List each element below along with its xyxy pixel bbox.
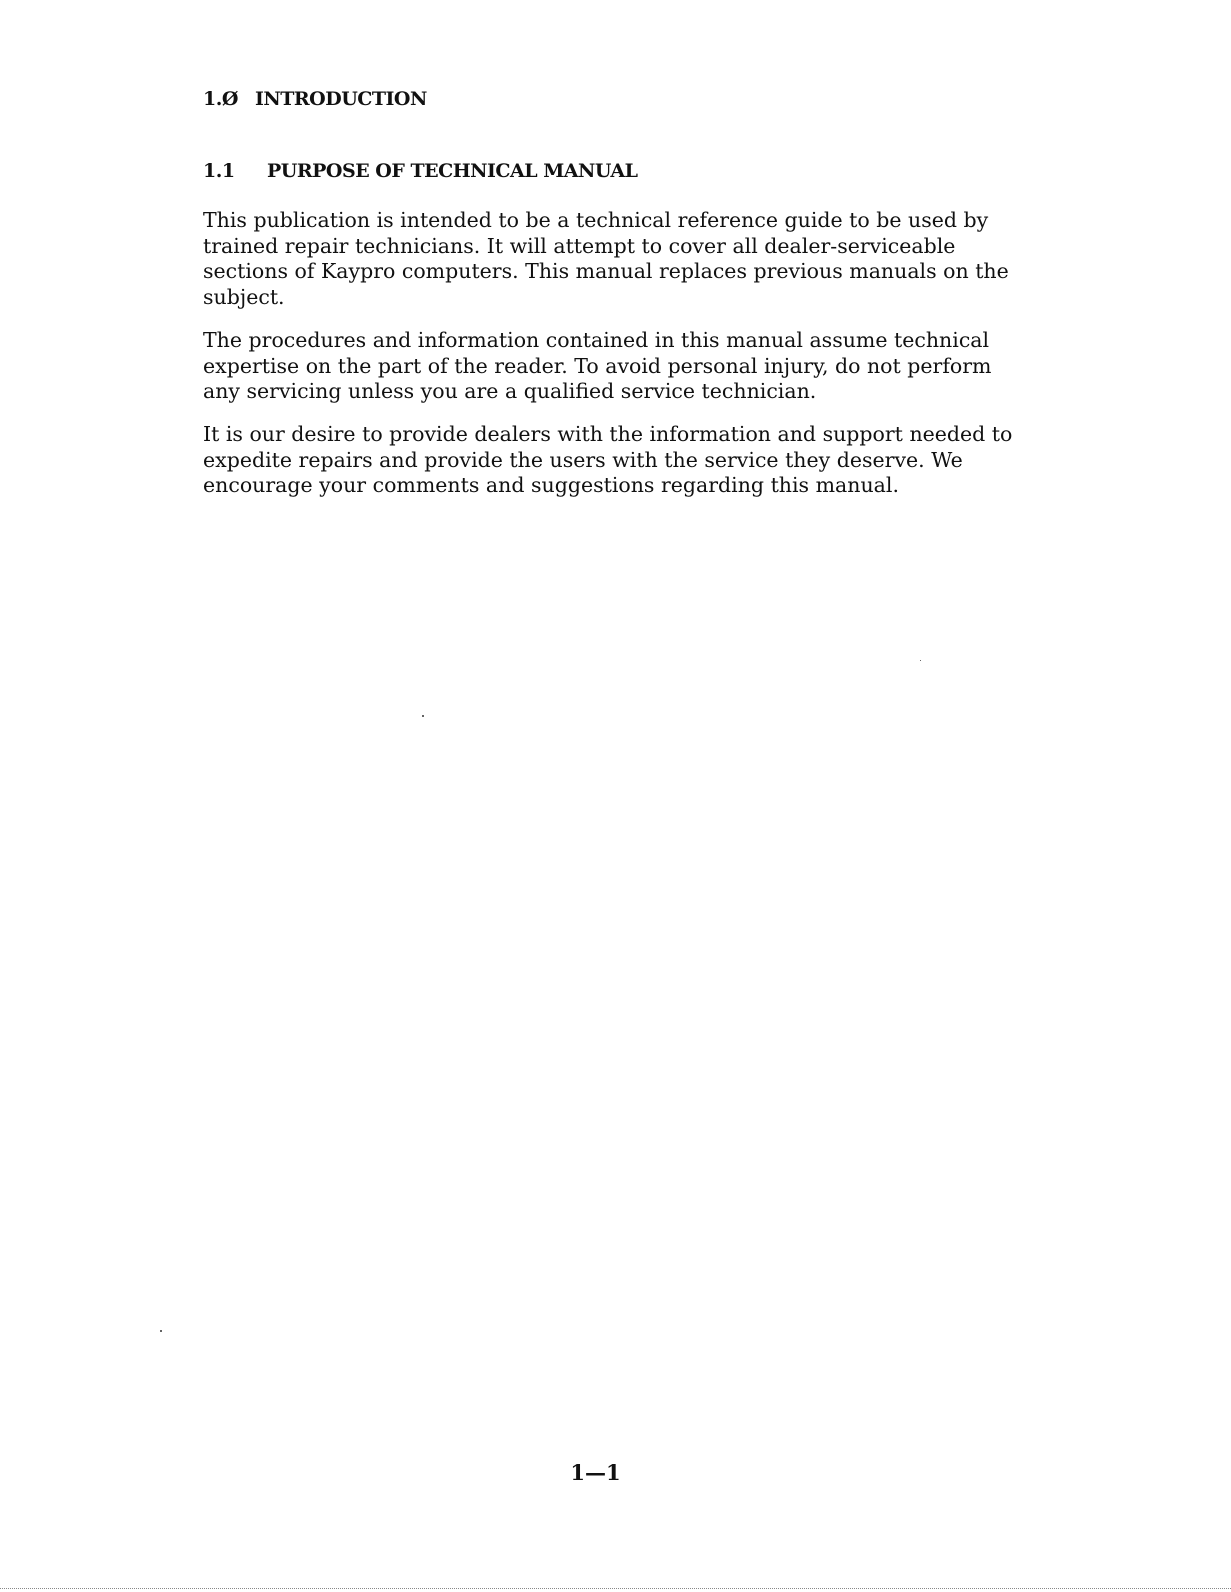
section-heading-main xyxy=(203,88,427,110)
paragraph-line: It is our desire to provide dealers with the information and support needed to xyxy=(203,422,1013,446)
section-heading-sub xyxy=(203,160,637,182)
paragraph-line: expedite repairs and provide the users with the service they deserve. We xyxy=(203,447,963,472)
section-number: 1.1 xyxy=(203,160,235,182)
section-number: 1.Ø xyxy=(203,88,238,110)
paragraph-purpose xyxy=(203,208,1143,310)
scan-speck xyxy=(160,1330,162,1332)
paragraph-line: encourage your comments and suggestions regarding this manual. xyxy=(203,473,899,497)
paragraph-line: any servicing unless you are a qualified service technician. xyxy=(203,379,817,403)
scan-speck xyxy=(920,660,921,661)
scan-speck xyxy=(422,715,424,717)
section-title: PURPOSE OF TECHNICAL MANUAL xyxy=(267,160,638,182)
paragraph-line: sections of Kaypro computers. This manual replaces previous manuals on the xyxy=(203,259,1009,283)
paragraph-feedback xyxy=(203,422,1143,499)
page-number: 1—1 xyxy=(570,1460,621,1485)
section-title: INTRODUCTION xyxy=(255,88,427,110)
scan-edge xyxy=(0,1588,1231,1592)
paragraph-line: expertise on the part of the reader. To avoid personal injury, do not perform xyxy=(203,353,992,378)
paragraph-line: This publication is intended to be a technical reference guide to be used by xyxy=(203,208,989,232)
paragraph-warning xyxy=(203,328,1143,405)
paragraph-line: trained repair technicians. It will attempt to cover all dealer-serviceable xyxy=(203,233,956,258)
paragraph-line: The procedures and information contained in this manual assume technical xyxy=(203,328,990,352)
paragraph-line: subject. xyxy=(203,284,285,309)
